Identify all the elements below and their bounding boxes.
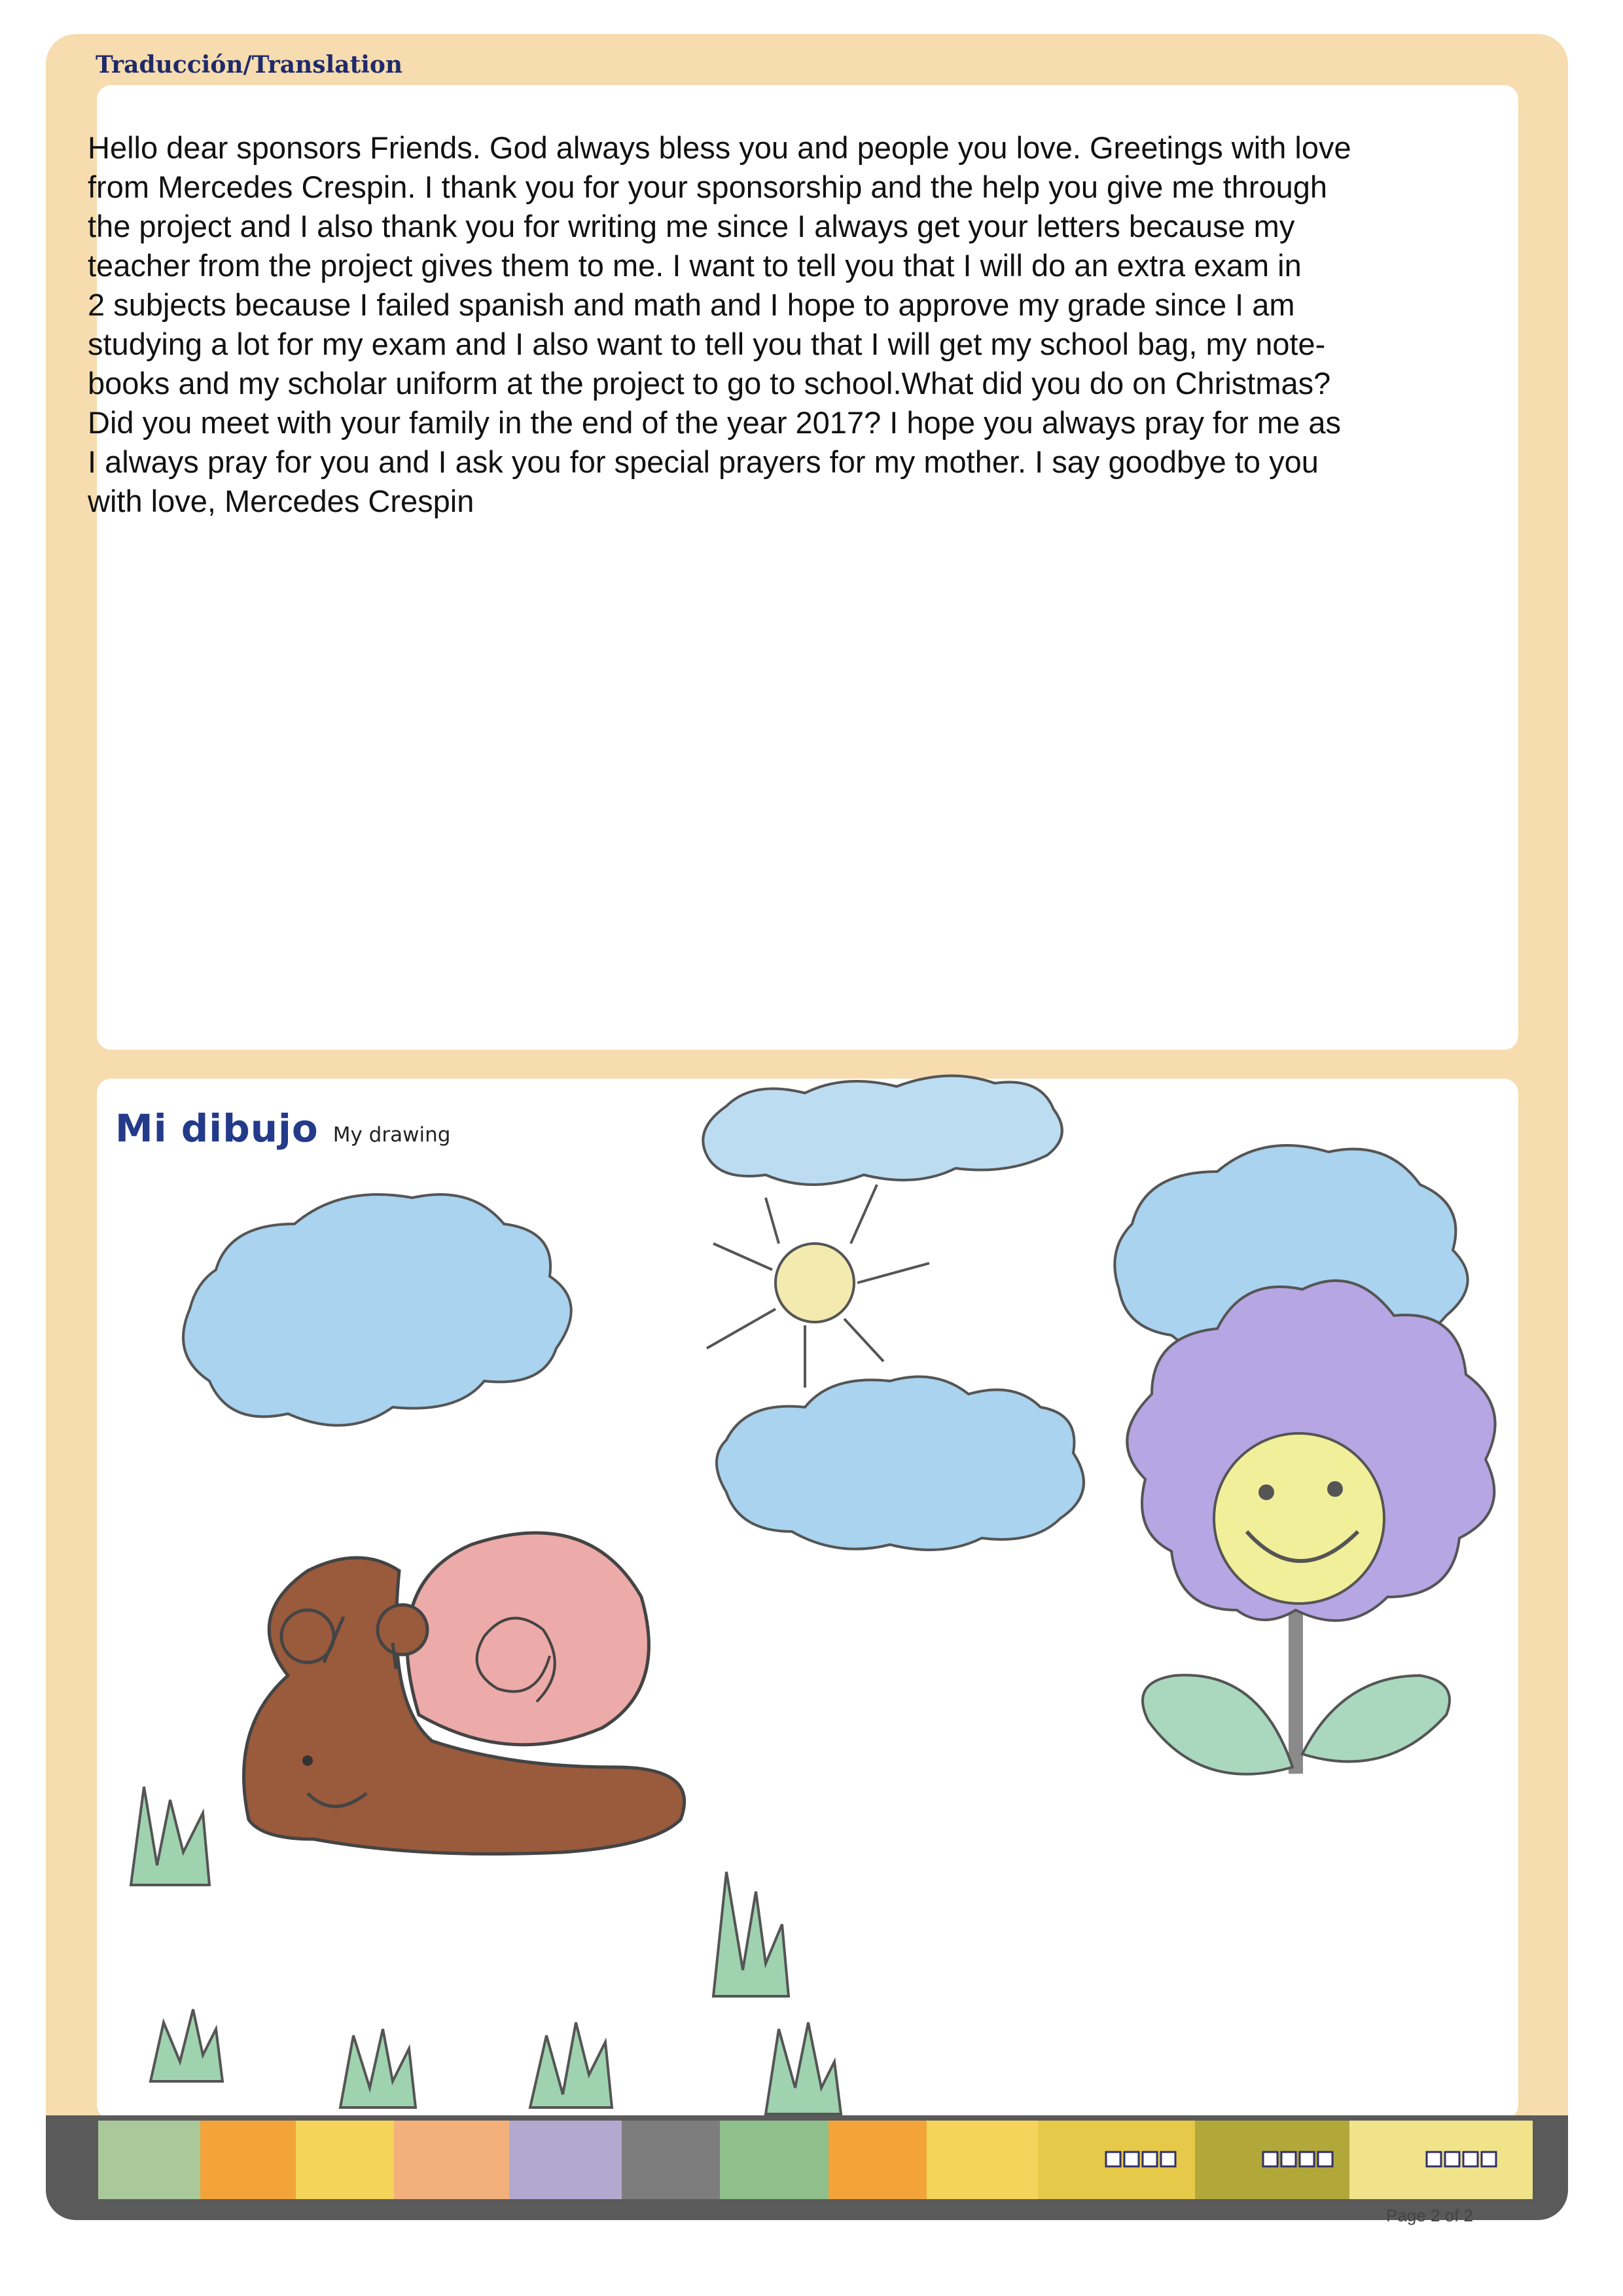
letter-line: 2 subjects because I failed spanish and math and I hope to approve my grade since I am: [88, 287, 1295, 322]
page-number: Page 2 of 2: [1386, 2206, 1473, 2225]
letter-line: teacher from the project gives them to me. I want to tell you that I will do an extra exam in: [88, 248, 1302, 283]
flower-icon: [1127, 1281, 1495, 1774]
letter-line: with love, Mercedes Crespin: [88, 484, 474, 518]
letter-line: from Mercedes Crespin. I thank you for your sponsorship and the help you give me through: [88, 170, 1328, 204]
drawing-subtitle: My drawing: [332, 1123, 451, 1147]
letter-line: the project and I also thank you for writing me since I always get your letters because my: [88, 209, 1295, 243]
letter-line: Hello dear sponsors Friends. God always bless you and people you love. Greetings with love: [88, 130, 1351, 165]
cloud-icon: [703, 1076, 1062, 1185]
sun-icon: [707, 1185, 929, 1388]
snail-icon: [244, 1533, 685, 1854]
header-title: Traducción/Translation: [96, 51, 403, 79]
letter-line: I always pray for you and I ask you for special prayers for my mother. I say goodbye to you: [88, 444, 1319, 479]
letter-line: Did you meet with your family in the end of the year 2017? I hope you always pray for me as: [88, 405, 1341, 440]
cloud-icon: [183, 1194, 571, 1426]
grass-icon: [131, 1787, 841, 2296]
letter-line: studying a lot for my exam and I also want to tell you that I will get my school bag, my note-: [88, 327, 1326, 361]
drawing-title: Mi dibujo: [115, 1106, 319, 1151]
cloud-icon: [717, 1376, 1084, 1550]
letter-line: books and my scholar uniform at the project to go to school.What did you do on Christmas?: [88, 366, 1331, 401]
